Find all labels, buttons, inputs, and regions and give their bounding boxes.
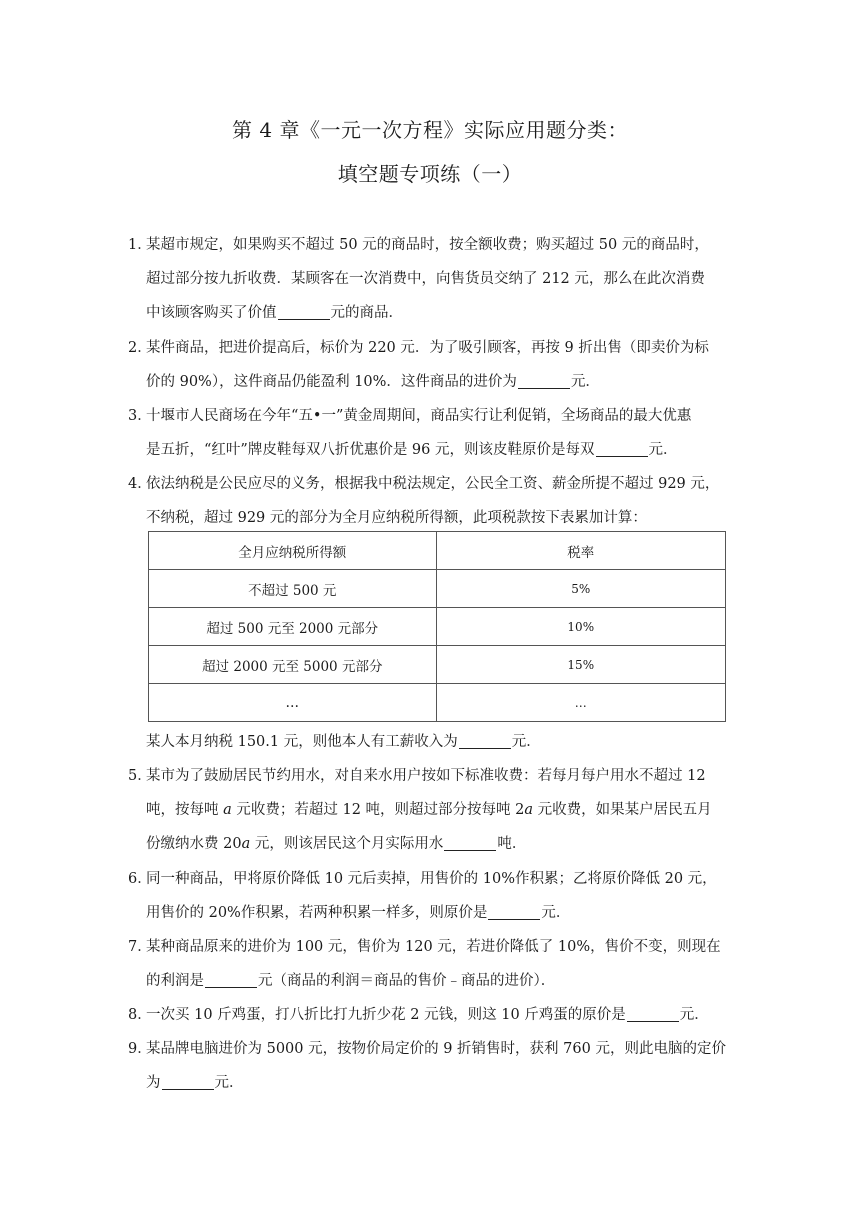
question-text-line: 一次买 10 斤鸡蛋，打八折比打九折少花 2 元钱，则这 10 斤鸡蛋的原价是 元． xyxy=(146,1007,709,1023)
question-number: 1． xyxy=(128,237,152,253)
question-text-line: 某市为了鼓励居民节约用水，对自来水用户按如下标准收费：若每月每户用水不超过 12 xyxy=(146,768,706,784)
table-cell: 超过 500 元至 2000 元部分 xyxy=(149,608,437,646)
table-cell: 15% xyxy=(436,646,725,684)
question-text-line: 某种商品原来的进价为 100 元，售价为 120 元，若进价降低了 10%，售价不变，则现在 xyxy=(146,939,721,955)
question-number: 2． xyxy=(128,340,152,356)
answer-blank[interactable] xyxy=(278,318,330,320)
question-text-line: 为 元． xyxy=(146,1075,244,1091)
table-cell: 5% xyxy=(436,570,725,608)
question-text-line: 某件商品，把进价提高后，标价为 220 元．为了吸引顾客，再按 9 折出售（即卖价为标 xyxy=(146,340,709,356)
question-number: 7． xyxy=(128,939,152,955)
question-number: 8． xyxy=(128,1007,152,1023)
math-variable: a xyxy=(241,836,251,852)
question-7 xyxy=(128,930,736,998)
question-text-line: 某品牌电脑进价为 5000 元，按物价局定价的 9 折销售时，获利 760 元，则此电脑的定价 xyxy=(146,1041,726,1057)
question-number: 4． xyxy=(128,476,152,492)
question-3 xyxy=(128,399,736,467)
table-row xyxy=(149,570,726,608)
question-number: 5． xyxy=(128,768,152,784)
answer-blank[interactable] xyxy=(205,986,257,988)
tax-rate-table xyxy=(148,531,726,722)
question-text-line: 是五折，“红叶”牌皮鞋每双八折优惠价是 96 元，则该皮鞋原价是每双 元． xyxy=(146,442,678,458)
question-1 xyxy=(128,228,736,330)
answer-blank[interactable] xyxy=(444,849,496,851)
question-4 xyxy=(128,467,736,535)
question-9 xyxy=(128,1032,736,1100)
table-cell: 超过 2000 元至 5000 元部分 xyxy=(149,646,437,684)
table-cell: 不超过 500 元 xyxy=(149,570,437,608)
question-text-line: 不纳税，超过 929 元的部分为全月应纳税所得额，此项税款按下表累加计算： xyxy=(146,510,647,526)
table-row xyxy=(149,608,726,646)
question-text-line: 用售价的 20%作积累，若两种积累一样多，则原价是 元． xyxy=(146,905,571,921)
answer-blank[interactable] xyxy=(596,455,648,457)
math-variable: a xyxy=(223,802,232,818)
question-text-line: 某超市规定，如果购买不超过 50 元的商品时，按全额收费；购买超过 50 元的商品时， xyxy=(146,237,709,253)
question-8 xyxy=(128,998,736,1032)
answer-blank[interactable] xyxy=(488,918,540,920)
question-5 xyxy=(128,759,736,861)
table-row xyxy=(149,646,726,684)
question-text-line: 十堰市人民商场在今年“五•一”黄金周期间，商品实行让利促销，全场商品的最大优惠 xyxy=(146,408,692,424)
question-text-line: 同一种商品，甲将原价降低 10 元后卖掉，用售价的 10%作积累；乙将原价降低 20 元， xyxy=(146,871,717,887)
question-text-line: 价的 90%），这件商品仍能盈利 10%．这件商品的进价为 元． xyxy=(146,374,600,390)
question-text-line: 中该顾客购买了价值 元的商品． xyxy=(146,305,403,321)
table-header-row xyxy=(149,532,726,570)
table-header-cell: 税率 xyxy=(436,532,725,570)
question-2 xyxy=(128,331,736,399)
table-cell: 10% xyxy=(436,608,725,646)
answer-blank[interactable] xyxy=(518,387,570,389)
question-4-continuation xyxy=(146,725,736,759)
table-cell: … xyxy=(149,684,437,722)
table-header-cell: 全月应纳税所得额 xyxy=(149,532,437,570)
question-text-line: 依法纳税是公民应尽的义务，根据我中税法规定，公民全工资、薪金所提不超过 929 元， xyxy=(146,476,720,492)
answer-blank[interactable] xyxy=(459,747,511,749)
table-row xyxy=(149,684,726,722)
page-title: 第 4 章《一元一次方程》实际应用题分类： xyxy=(232,118,628,142)
table-cell: … xyxy=(436,684,725,722)
question-number: 9． xyxy=(128,1041,152,1057)
question-text-line: 某人本月纳税 150.1 元，则他本人有工薪收入为 元． xyxy=(146,734,541,750)
math-variable: a xyxy=(524,802,534,818)
page-subtitle: 填空题专项练（一） xyxy=(337,162,523,186)
question-text-line: 份缴纳水费 20a 元，则该居民这个月实际用水 吨． xyxy=(146,836,527,852)
question-text-line: 的利润是 元（商品的利润＝商品的售价﹣商品的进价）． xyxy=(146,973,556,989)
question-number: 3． xyxy=(128,408,152,424)
question-text-line: 吨，按每吨 a 元收费；若超过 12 吨，则超过部分按每吨 2a 元收费，如果某户居民五月 xyxy=(146,802,712,818)
question-6 xyxy=(128,862,736,930)
answer-blank[interactable] xyxy=(627,1020,679,1022)
answer-blank[interactable] xyxy=(162,1088,214,1090)
question-number: 6． xyxy=(128,871,152,887)
question-text-line: 超过部分按九折收费．某顾客在一次消费中，向售货员交纳了 212 元，那么在此次消费 xyxy=(146,271,705,287)
